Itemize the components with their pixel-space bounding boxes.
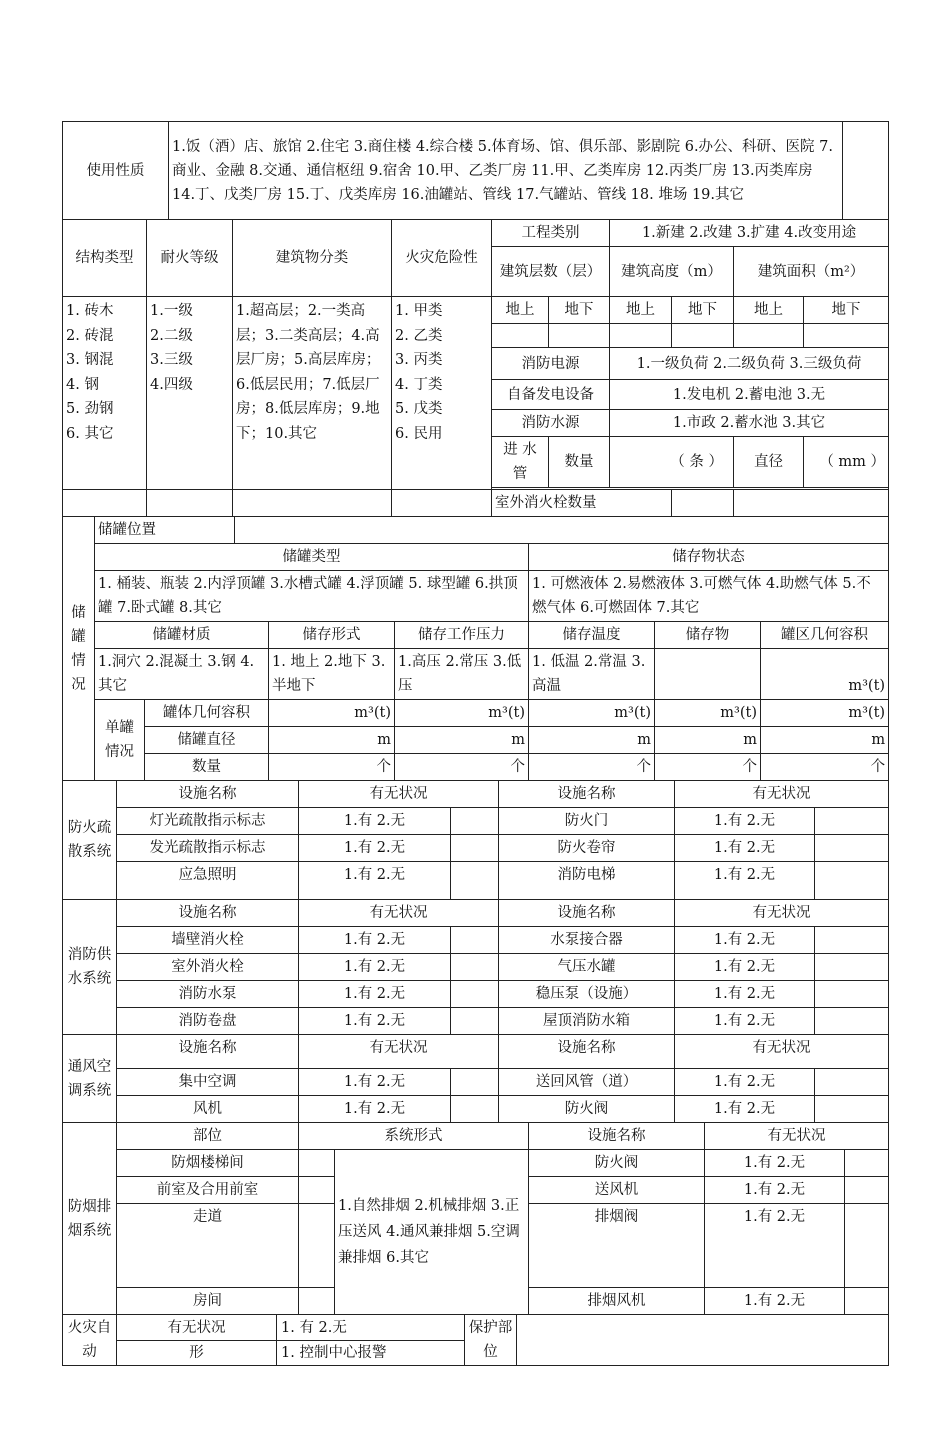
height-above-label: 地上: [610, 297, 672, 324]
tank-material-options[interactable]: 1.洞穴 2.混凝土 3.钢 4.其它: [95, 649, 269, 700]
area-header: 建筑面积（m²）: [734, 247, 889, 297]
evac-item: 防火卷帘: [499, 835, 675, 862]
ws-option[interactable]: 1.有 2.无: [299, 927, 451, 954]
water-supply-section-label: 消防供水系统: [63, 900, 117, 1035]
hvac-item: 送回风管（道）: [499, 1069, 675, 1096]
tank-material-header: 储罐材质: [95, 622, 269, 649]
single-tank-label: 单罐情况: [95, 700, 145, 781]
hvac-name-header-left: 设施名称: [117, 1035, 299, 1069]
tank-type-options[interactable]: 1. 桶装、瓶装 2.内浮顶罐 3.水槽式罐 4.浮顶罐 5. 球型罐 6.拱顶罐 7.卧式罐 8.其它: [95, 571, 529, 622]
floors-above-value[interactable]: [492, 324, 549, 348]
alarm-values: [277, 1315, 465, 1366]
ws-item: 气压水罐: [499, 954, 675, 981]
usage-blank[interactable]: [843, 122, 889, 220]
ws-item: 水泵接合器: [499, 927, 675, 954]
evac-option[interactable]: 1.有 2.无: [675, 808, 815, 835]
work-pressure-options[interactable]: 1.高压 2.常压 3.低压: [395, 649, 529, 700]
smoke-item: 防火阀: [529, 1150, 705, 1177]
ws-option[interactable]: 1.有 2.无: [675, 1008, 815, 1035]
smoke-item: 送风机: [529, 1177, 705, 1204]
height-below-label: 地下: [672, 297, 734, 324]
struct-type-header: 结构类型: [63, 220, 147, 297]
usage-options[interactable]: 1.饭（酒）店、旅馆 2.住宅 3.商住楼 4.综合楼 5.体育场、馆、俱乐部、影剧院 6.办公、科研、医院 7.商业、金融 8.交通、通信枢纽 9.宿舍 10.甲、乙类厂房 11.甲、乙类库房 12.丙类厂房 13.丙类库房 14.丁、戊类厂房 15.丁、戊类库房 16.油罐站、管线 17.气罐站、管线 18. 堆场 19.其它: [169, 122, 843, 220]
evac-option[interactable]: 1.有 2.无: [675, 862, 815, 900]
building-class-header: 建筑物分类: [233, 220, 392, 297]
fire-power-options[interactable]: 1.一级负荷 2.二级负荷 3.三级负荷: [610, 348, 889, 380]
hvac-option[interactable]: 1.有 2.无: [675, 1069, 815, 1096]
fire-power-label: 消防电源: [492, 348, 610, 380]
fire-safety-form: [62, 121, 888, 1366]
height-above-value[interactable]: [610, 324, 672, 348]
floors-below-value[interactable]: [549, 324, 610, 348]
ws-option[interactable]: 1.有 2.无: [299, 1008, 451, 1035]
ws-item: 消防水泵: [117, 981, 299, 1008]
building-class-options[interactable]: 1.超高层；2.一类高层；3.二类高层；4.高层厂房；5.高层库房；6.低层民用；7.低层厂房；8.低层库房；9.地下；10.其它: [233, 297, 392, 490]
area-above-value[interactable]: [734, 324, 804, 348]
single-dia-5[interactable]: m: [761, 727, 889, 754]
hvac-status-header-right: 有无状况: [675, 1035, 889, 1069]
evac-name-header-right: 设施名称: [499, 781, 675, 808]
ws-status-header-left: 有无状况: [299, 900, 499, 927]
fire-hazard-header: 火灾危险性: [392, 220, 492, 297]
inlet-pipe-label: 进 水 管: [492, 437, 549, 488]
fire-rating-options[interactable]: 1.一级 2.二级 3.三级 4.四级: [147, 297, 233, 490]
evac-status-header-left: 有无状况: [299, 781, 499, 808]
fire-hazard-options[interactable]: 1. 甲类 2. 乙类 3. 丙类 4. 丁类 5. 戊类 6. 民用: [392, 297, 492, 490]
usage-label: 使用性质: [63, 122, 169, 220]
inlet-pipe-dia-label: 直径: [734, 437, 804, 488]
single-dia-4[interactable]: m: [655, 727, 761, 754]
class-blank[interactable]: [233, 490, 392, 517]
ws-name-header-right: 设施名称: [499, 900, 675, 927]
single-count-4[interactable]: 个: [655, 754, 761, 781]
evac-option[interactable]: 1.有 2.无: [299, 808, 451, 835]
smoke-table: [62, 1122, 889, 1315]
ws-item: 稳压泵（设施）: [499, 981, 675, 1008]
stored-item-header: 储存物: [655, 622, 761, 649]
single-dia-3[interactable]: m: [529, 727, 655, 754]
smoke-part: 防烟楼梯间: [117, 1150, 299, 1177]
single-count-label: 数量: [145, 754, 269, 781]
evac-item: 应急照明: [117, 862, 299, 900]
inlet-pipe-qty-value[interactable]: （ 条 ）: [610, 437, 734, 488]
evac-status-header-right: 有无状况: [675, 781, 889, 808]
water-supply-table: [62, 899, 889, 1035]
smoke-item: 排烟阀: [529, 1204, 705, 1288]
project-type-options[interactable]: 1.新建 2.改建 3.扩建 4.改变用途: [610, 220, 889, 247]
hvac-status-header-left: 有无状况: [299, 1035, 499, 1069]
single-diameter-label: 储罐直径: [145, 727, 269, 754]
alarm-status-label: 有无状况: [117, 1316, 276, 1341]
evac-item: 防火门: [499, 808, 675, 835]
single-dia-2[interactable]: m: [395, 727, 529, 754]
building-table: [62, 219, 889, 517]
storage-form-options[interactable]: 1. 地上 2.地下 3.半地下: [269, 649, 395, 700]
area-below-label: 地下: [804, 297, 889, 324]
alarm-form-label: 形: [189, 1345, 204, 1361]
ws-item: 室外消火栓: [117, 954, 299, 981]
smoke-part-header: 部位: [117, 1123, 299, 1150]
ws-status-header-right: 有无状况: [675, 900, 889, 927]
single-count-1[interactable]: 个: [269, 754, 395, 781]
single-volume-4[interactable]: m³(t): [655, 700, 761, 727]
hvac-section-label: 通风空调系统: [63, 1035, 117, 1123]
ws-option[interactable]: 1.有 2.无: [299, 981, 451, 1008]
ws-option[interactable]: 1.有 2.无: [675, 927, 815, 954]
alarm-status-options[interactable]: 1. 有 2.无: [277, 1316, 464, 1341]
single-count-2[interactable]: 个: [395, 754, 529, 781]
alarm-section-label: 火灾自动: [63, 1315, 117, 1366]
tank-position-value[interactable]: [235, 517, 889, 544]
work-pressure-header: 储存工作压力: [395, 622, 529, 649]
evac-item: 发光疏散指示标志: [117, 835, 299, 862]
alarm-table: [62, 1314, 889, 1366]
floors-above-label: 地上: [492, 297, 549, 324]
ws-item: 消防卷盘: [117, 1008, 299, 1035]
evac-option[interactable]: 1.有 2.无: [299, 835, 451, 862]
hvac-item: 风机: [117, 1096, 299, 1123]
smoke-form-options[interactable]: 1.自然排烟 2.机械排烟 3.正压送风 4.通风兼排烟 5.空调兼排烟 6.其它: [335, 1150, 529, 1315]
smoke-option[interactable]: 1.有 2.无: [705, 1288, 845, 1315]
ws-option[interactable]: 1.有 2.无: [299, 954, 451, 981]
water-source-label: 消防水源: [492, 410, 610, 437]
smoke-name-header: 设施名称: [529, 1123, 705, 1150]
generator-label: 自备发电设备: [492, 380, 610, 410]
struct-blank[interactable]: [63, 490, 147, 517]
smoke-option[interactable]: 1.有 2.无: [705, 1204, 845, 1288]
smoke-option[interactable]: 1.有 2.无: [705, 1150, 845, 1177]
smoke-form-header: 系统形式: [299, 1123, 529, 1150]
single-volume-1[interactable]: m³(t): [269, 700, 395, 727]
hvac-name-header-right: 设施名称: [499, 1035, 675, 1069]
tank-volume-header: 罐区几何容积: [761, 622, 889, 649]
inlet-pipe-dia-value[interactable]: （ mm ）: [804, 437, 889, 488]
evac-table: [62, 780, 889, 900]
tank-volume-value[interactable]: m³(t): [761, 649, 889, 700]
single-count-3[interactable]: 个: [529, 754, 655, 781]
ws-option[interactable]: 1.有 2.无: [675, 954, 815, 981]
evac-item: 消防电梯: [499, 862, 675, 900]
single-volume-2[interactable]: m³(t): [395, 700, 529, 727]
hvac-item: 防火阀: [499, 1096, 675, 1123]
tank-position-label: 储罐位置: [95, 517, 235, 544]
alarm-labels: [117, 1315, 277, 1366]
hvac-option[interactable]: 1.有 2.无: [299, 1096, 451, 1123]
smoke-part-value[interactable]: [299, 1204, 335, 1288]
storage-state-options[interactable]: 1. 可燃液体 2.易燃液体 3.可燃气体 4.助燃气体 5.不燃气体 6.可燃固体 7.其它: [529, 571, 889, 622]
inlet-pipe-qty-label: 数量: [549, 437, 610, 488]
single-count-5[interactable]: 个: [761, 754, 889, 781]
fire-rating-header: 耐火等级: [147, 220, 233, 297]
ws-option[interactable]: 1.有 2.无: [675, 981, 815, 1008]
storage-temp-header: 储存温度: [529, 622, 655, 649]
smoke-status-header: 有无状况: [705, 1123, 889, 1150]
hydrant-count-extra[interactable]: [734, 490, 889, 517]
height-below-value[interactable]: [672, 324, 734, 348]
ws-name-header-left: 设施名称: [117, 900, 299, 927]
hvac-option[interactable]: 1.有 2.无: [675, 1096, 815, 1123]
generator-options[interactable]: 1.发电机 2.蓄电池 3.无: [610, 380, 889, 410]
smoke-section-label: 防烟排烟系统: [63, 1123, 117, 1315]
storage-temp-options[interactable]: 1. 低温 2.常温 3.高温: [529, 649, 655, 700]
smoke-item: 排烟风机: [529, 1288, 705, 1315]
storage-state-header: 储存物状态: [529, 544, 889, 571]
evac-option[interactable]: 1.有 2.无: [299, 862, 451, 900]
storage-form-header: 储存形式: [269, 622, 395, 649]
evac-section-label: 防火疏散系统: [63, 781, 117, 900]
fire-blank[interactable]: [147, 490, 233, 517]
alarm-form-options[interactable]: 1. 控制中心报警: [281, 1345, 387, 1361]
evac-option[interactable]: 1.有 2.无: [675, 835, 815, 862]
project-type-label: 工程类别: [492, 220, 610, 247]
hvac-option[interactable]: 1.有 2.无: [299, 1069, 451, 1096]
ws-item: 屋顶消防水箱: [499, 1008, 675, 1035]
hydrant-count-value[interactable]: [672, 490, 734, 517]
evac-item: 灯光疏散指示标志: [117, 808, 299, 835]
floors-below-label: 地下: [549, 297, 610, 324]
smoke-part-value[interactable]: [299, 1288, 335, 1315]
smoke-part: 前室及合用前室: [117, 1177, 299, 1204]
smoke-part-value[interactable]: [299, 1150, 335, 1177]
hvac-table: [62, 1034, 889, 1123]
usage-table: [62, 121, 889, 220]
smoke-part: 走道: [117, 1204, 299, 1288]
water-source-options[interactable]: 1.市政 2.蓄水池 3.其它: [610, 410, 889, 437]
hvac-item: 集中空调: [117, 1069, 299, 1096]
area-below-value[interactable]: [804, 324, 889, 348]
struct-type-options[interactable]: 1. 砖木 2. 砖混 3. 钢混 4. 钢 5. 劲钢 6. 其它: [63, 297, 147, 490]
stored-item-value[interactable]: [655, 649, 761, 700]
protect-area-label: 保护部位: [465, 1315, 517, 1366]
tank-section-label: 储罐情况: [63, 517, 95, 781]
area-above-label: 地上: [734, 297, 804, 324]
single-volume-5[interactable]: m³(t): [761, 700, 889, 727]
smoke-part: 房间: [117, 1288, 299, 1315]
smoke-option[interactable]: 1.有 2.无: [705, 1177, 845, 1204]
height-header: 建筑高度（m）: [610, 247, 734, 297]
single-volume-3[interactable]: m³(t): [529, 700, 655, 727]
floors-header: 建筑层数（层）: [492, 247, 610, 297]
single-volume-label: 罐体几何容积: [145, 700, 269, 727]
hazard-blank[interactable]: [392, 490, 492, 517]
evac-name-header-left: 设施名称: [117, 781, 299, 808]
hydrant-count-label: 室外消火栓数量: [492, 490, 672, 517]
smoke-part-value[interactable]: [299, 1177, 335, 1204]
ws-item: 墙壁消火栓: [117, 927, 299, 954]
protect-area-value[interactable]: [517, 1315, 889, 1366]
tank-type-header: 储罐类型: [95, 544, 529, 571]
tank-table: [62, 516, 889, 781]
single-dia-1[interactable]: m: [269, 727, 395, 754]
